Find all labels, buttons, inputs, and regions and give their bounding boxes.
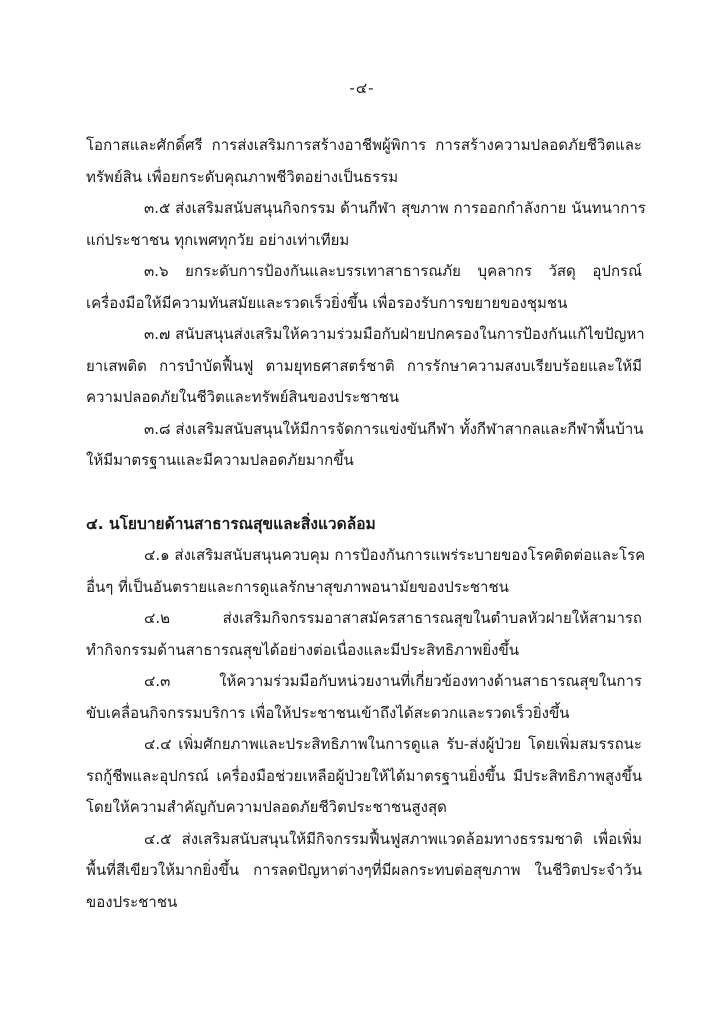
item-3-6-line: เครื่องมือให้มีความทันสมัยและรวดเร็วยิ่งขึ้น เพื่อรองรับการขยายของชุมชน bbox=[86, 293, 568, 312]
item-4-1-line: ๔.๑ ส่งเสริมสนับสนุนควบคุม การป้องกันการแพร่ระบายของโรคติดต่อและโรค bbox=[144, 546, 646, 564]
item-3-8-line: ให้มีมาตรฐานและมีความปลอดภัยมากขึ้น bbox=[86, 451, 354, 469]
item-4-4-line: รถกู้ชีพและอุปกรณ์ เครื่องมือช่วยเหลือผู้ป่วยให้ได้มาตรฐานยิ่งขึ้น มีประสิทธิภาพสูงขึ้น bbox=[86, 766, 642, 785]
section-4-heading: ๔. นโยบายด้านสาธารณสุขและสิ่งแวดล้อม bbox=[86, 514, 376, 533]
item-4-1-line: อื่นๆ ที่เป็นอันตรายและการดูแลรักษาสุขภาพอนามัยของประชาชน bbox=[86, 577, 509, 596]
document-body bbox=[86, 130, 646, 918]
item-4-4-line: โดยให้ความสำคัญกับความปลอดภัยชีวิตประชาชนสูงสุด bbox=[86, 798, 447, 816]
item-3-6-line: ๓.๖ ยกระดับการป้องกันและบรรเทาสาธารณภัย บุคลากร วัสดุ อุปกรณ์ bbox=[144, 262, 642, 280]
item-3-5-line: ๓.๕ ส่งเสริมสนับสนุนกิจกรรม ด้านกีฬา สุขภาพ การออกกำลังกาย นันทนาการ bbox=[144, 199, 646, 217]
item-3-8-line: ๓.๘ ส่งเสริมสนับสนุนให้มีการจัดการแข่งขันกีฬา ทั้งกีฬาสากลและกีฬาพื้นบ้าน bbox=[144, 419, 644, 438]
item-3-7-line: ๓.๗ สนับสนุนส่งเสริมให้ความร่วมมือกับฝ่ายปกครองในการป้องกันแก้ไขปัญหา bbox=[144, 325, 645, 343]
item-4-3-line: ๔.๓ ให้ความร่วมมือกับหน่วยงานที่เกี่ยวข้องทางด้านสาธารณสุขในการ bbox=[144, 672, 642, 690]
item-3-7-line: ความปลอดภัยในชีวิตและทรัพย์สินของประชาชน bbox=[86, 388, 400, 406]
section-spacer bbox=[86, 477, 642, 509]
item-4-4-line: ๔.๔ เพิ่มศักยภาพและประสิทธิภาพในการดูแล รับ-ส่งผู้ป่วย โดยเพิ่มสมรรถนะ bbox=[144, 735, 642, 753]
paragraph-line: ทรัพย์สิน เพื่อยกระดับคุณภาพชีวิตอย่างเป็นธรรม bbox=[86, 167, 399, 186]
item-4-3-line: ขับเคลื่อนกิจกรรมบริการ เพื่อให้ประชาชนเข้าถึงได้สะดวกและรวดเร็วยิ่งขึ้น bbox=[86, 703, 570, 722]
item-4-5-line: พื้นที่สีเขียวให้มากยิ่งขึ้น การลดปัญหาต่างๆที่มีผลกระทบต่อสุขภาพ ในชีวิตประจำวัน bbox=[86, 861, 642, 879]
item-4-5-line: ๔.๕ ส่งเสริมสนับสนุนให้มีกิจกรรมฟื้นฟูสภาพแวดล้อมทางธรรมชาติ เพื่อเพิ่ม bbox=[144, 829, 642, 848]
item-4-5-line: ของประชาชน bbox=[86, 892, 178, 911]
item-4-2-line: ทำกิจกรรมด้านสาธารณสุขได้อย่างต่อเนื่องและมีประสิทธิภาพยิ่งขึ้น bbox=[86, 640, 519, 659]
paragraph-line: โอกาสและศักดิ์ศรี การส่งเสริมการสร้างอาชีพผู้พิการ การสร้างความปลอดภัยชีวิตและ bbox=[86, 136, 642, 154]
section-3-continued bbox=[86, 130, 646, 477]
item-4-2-line: ๔.๒ ส่งเสริมกิจกรรมอาสาสมัครสาธารณสุขในตำบลหัวฝายให้สามารถ bbox=[144, 609, 642, 627]
page-number: -๔- bbox=[349, 79, 375, 97]
item-3-5-line: แก่ประชาชน ทุกเพศทุกวัย อย่างเท่าเทียม bbox=[86, 230, 350, 249]
section-4 bbox=[86, 509, 646, 919]
item-3-7-line: ยาเสพติด การบำบัดฟื้นฟู ตามยุทธศาสตร์ชาติ การรักษาความสงบเรียบร้อยและให้มี bbox=[86, 356, 642, 375]
